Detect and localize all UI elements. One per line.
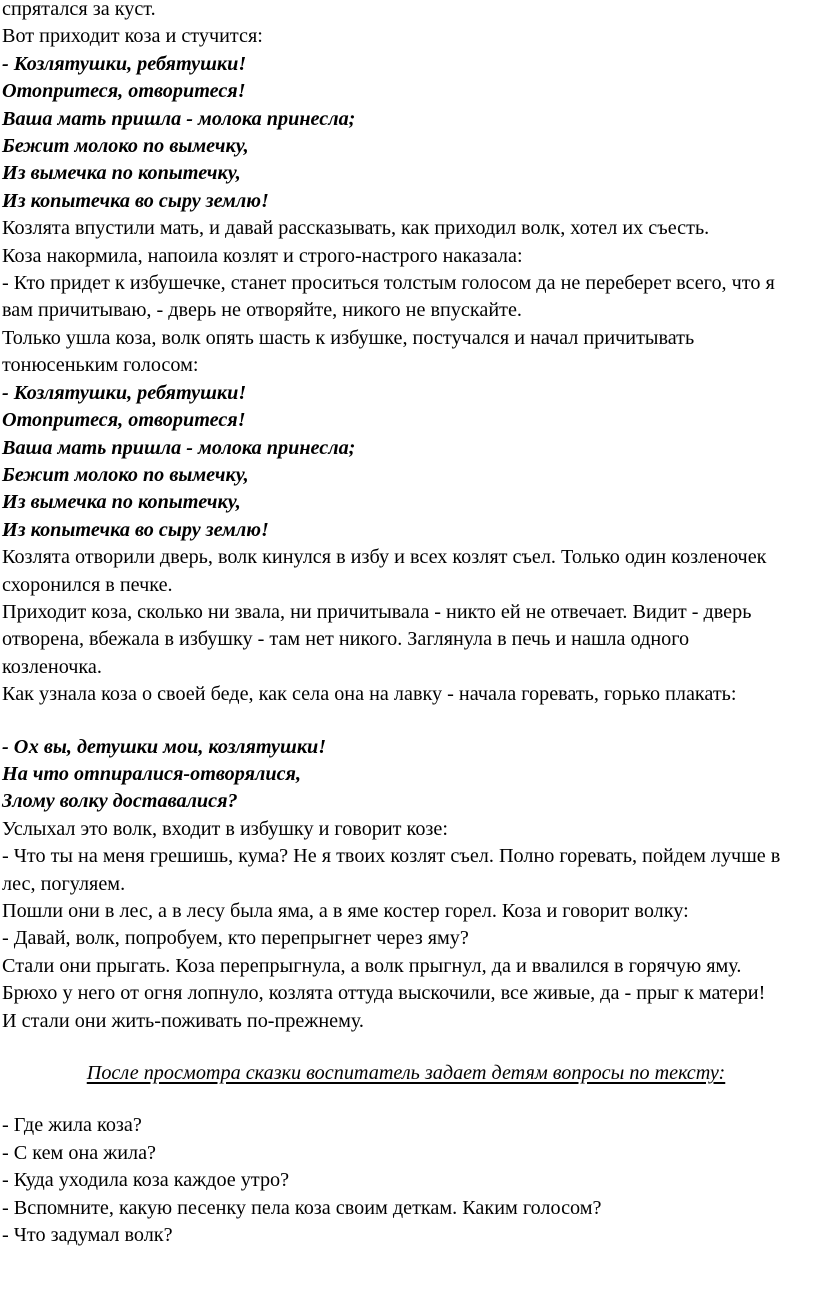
story-paragraph xyxy=(2,681,810,708)
question-item: - Вспомните, какую песенку пела коза своим деткам. Каким голосом? xyxy=(2,1196,602,1219)
text-line: тонюсеньким голосом: xyxy=(2,354,199,377)
story-paragraph xyxy=(2,980,810,1007)
verse-line: - Ох вы, детушки мои, козлятушки! xyxy=(2,735,327,758)
text-line: Услыхал это волк, входит в избушку и говорит козе: xyxy=(2,817,448,840)
text-line: Только ушла коза, волк опять шасть к избушке, постучался и начал причитывать xyxy=(2,326,695,349)
question-item: - Где жила коза? xyxy=(2,1114,142,1137)
verse-line: На что отпиралися-отворялися, xyxy=(2,762,301,785)
text-line: Козлята впустили мать, и давай рассказывать, как приходил волк, хотел их съесть. xyxy=(2,217,710,240)
text-line: Коза накормила, напоила козлят и строго-настрого наказала: xyxy=(2,244,523,267)
story-paragraph xyxy=(2,270,810,325)
text-line: схоронился в печке. xyxy=(2,573,173,596)
text-line: спрятался за куст. xyxy=(2,0,156,20)
story-paragraph xyxy=(2,898,810,925)
blank-line xyxy=(2,1087,810,1112)
text-line: Стали они прыгать. Коза перепрыгнула, а волк прыгнул, да и ввалился в горячую яму. xyxy=(2,954,742,977)
story-paragraph xyxy=(2,1008,810,1035)
text-line: - Кто придет к избушечке, станет проситься толстым голосом да не переберет всего, что я xyxy=(2,272,775,295)
verse-line: Отопритеся, отворитеся! xyxy=(2,409,246,432)
text-line: отворена, вбежала в избушку - там нет никого. Заглянула в печь и нашла одного xyxy=(2,628,690,651)
story-paragraph xyxy=(2,243,810,270)
story-paragraph xyxy=(2,925,810,952)
verse-line: Бежит молоко по вымечку, xyxy=(2,463,249,486)
text-line: вам причитываю, - дверь не отворяйте, никого не впускайте. xyxy=(2,299,522,322)
text-line: Брюхо у него от огня лопнуло, козлята оттуда выскочили, все живые, да - прыг к матери! xyxy=(2,982,766,1005)
verse-line: Злому волку доставалися? xyxy=(2,790,238,813)
verse-line: Бежит молоко по вымечку, xyxy=(2,135,249,158)
verse-line: Отопритеся, отворитеся! xyxy=(2,80,246,103)
text-line: И стали они жить-поживать по-прежнему. xyxy=(2,1009,364,1032)
verse-line: Ваша мать пришла - молока принесла; xyxy=(2,107,356,130)
verse-line: Из вымечка по копытечку, xyxy=(2,162,241,185)
text-line: Пошли они в лес, а в лесу была яма, а в яме костер горел. Коза и говорит волку: xyxy=(2,900,689,922)
text-line: Вот приходит коза и стучится: xyxy=(2,25,263,48)
text-line: Козлята отворили дверь, волк кинулся в избу и всех козлят съел. Только один козленочек xyxy=(2,546,767,569)
blank-line xyxy=(2,709,810,734)
story-paragraph xyxy=(2,843,810,898)
questions-heading: После просмотра сказки воспитатель задает детям вопросы по тексту: xyxy=(86,1062,726,1085)
questions-list xyxy=(2,1112,810,1249)
text-line: Приходит коза, сколько ни звала, ни причитывала - никто ей не отвечает. Видит - дверь xyxy=(2,600,752,623)
text-line: козленочка. xyxy=(2,655,102,678)
verse-line: Из копытечка во сыру землю! xyxy=(2,189,269,212)
blank-line xyxy=(2,1035,810,1060)
verse-line: Ваша мать пришла - молока принесла; xyxy=(2,436,356,459)
verse-line: Из вымечка по копытечку, xyxy=(2,491,241,514)
verse-line: - Козлятушки, ребятушки! xyxy=(2,381,247,404)
verse-line: - Козлятушки, ребятушки! xyxy=(2,52,247,75)
story-paragraph xyxy=(2,0,810,23)
goat-lament xyxy=(2,734,810,816)
story-paragraph xyxy=(2,325,810,380)
question-item: - С кем она жила? xyxy=(2,1141,157,1164)
story-paragraph xyxy=(2,599,810,681)
story-paragraph xyxy=(2,544,810,599)
text-line: Как узнала коза о своей беде, как села она на лавку - начала горевать, горько плакать: xyxy=(2,683,737,706)
text-line: лес, погуляем. xyxy=(2,872,126,895)
text-line: - Что ты на меня грешишь, кума? Не я твоих козлят съел. Полно горевать, пойдем лучше в xyxy=(2,845,781,868)
verse-line: Из копытечка во сыру землю! xyxy=(2,518,269,541)
question-item: - Что задумал волк? xyxy=(2,1224,173,1247)
story-paragraph xyxy=(2,816,810,843)
wolf-song xyxy=(2,380,810,544)
text-line: - Давай, волк, попробуем, кто перепрыгнет через яму? xyxy=(2,927,469,950)
goat-song xyxy=(2,51,810,215)
story-paragraph xyxy=(2,953,810,980)
question-item: - Куда уходила коза каждое утро? xyxy=(2,1169,290,1192)
story-paragraph xyxy=(2,23,810,50)
story-paragraph xyxy=(2,215,810,242)
